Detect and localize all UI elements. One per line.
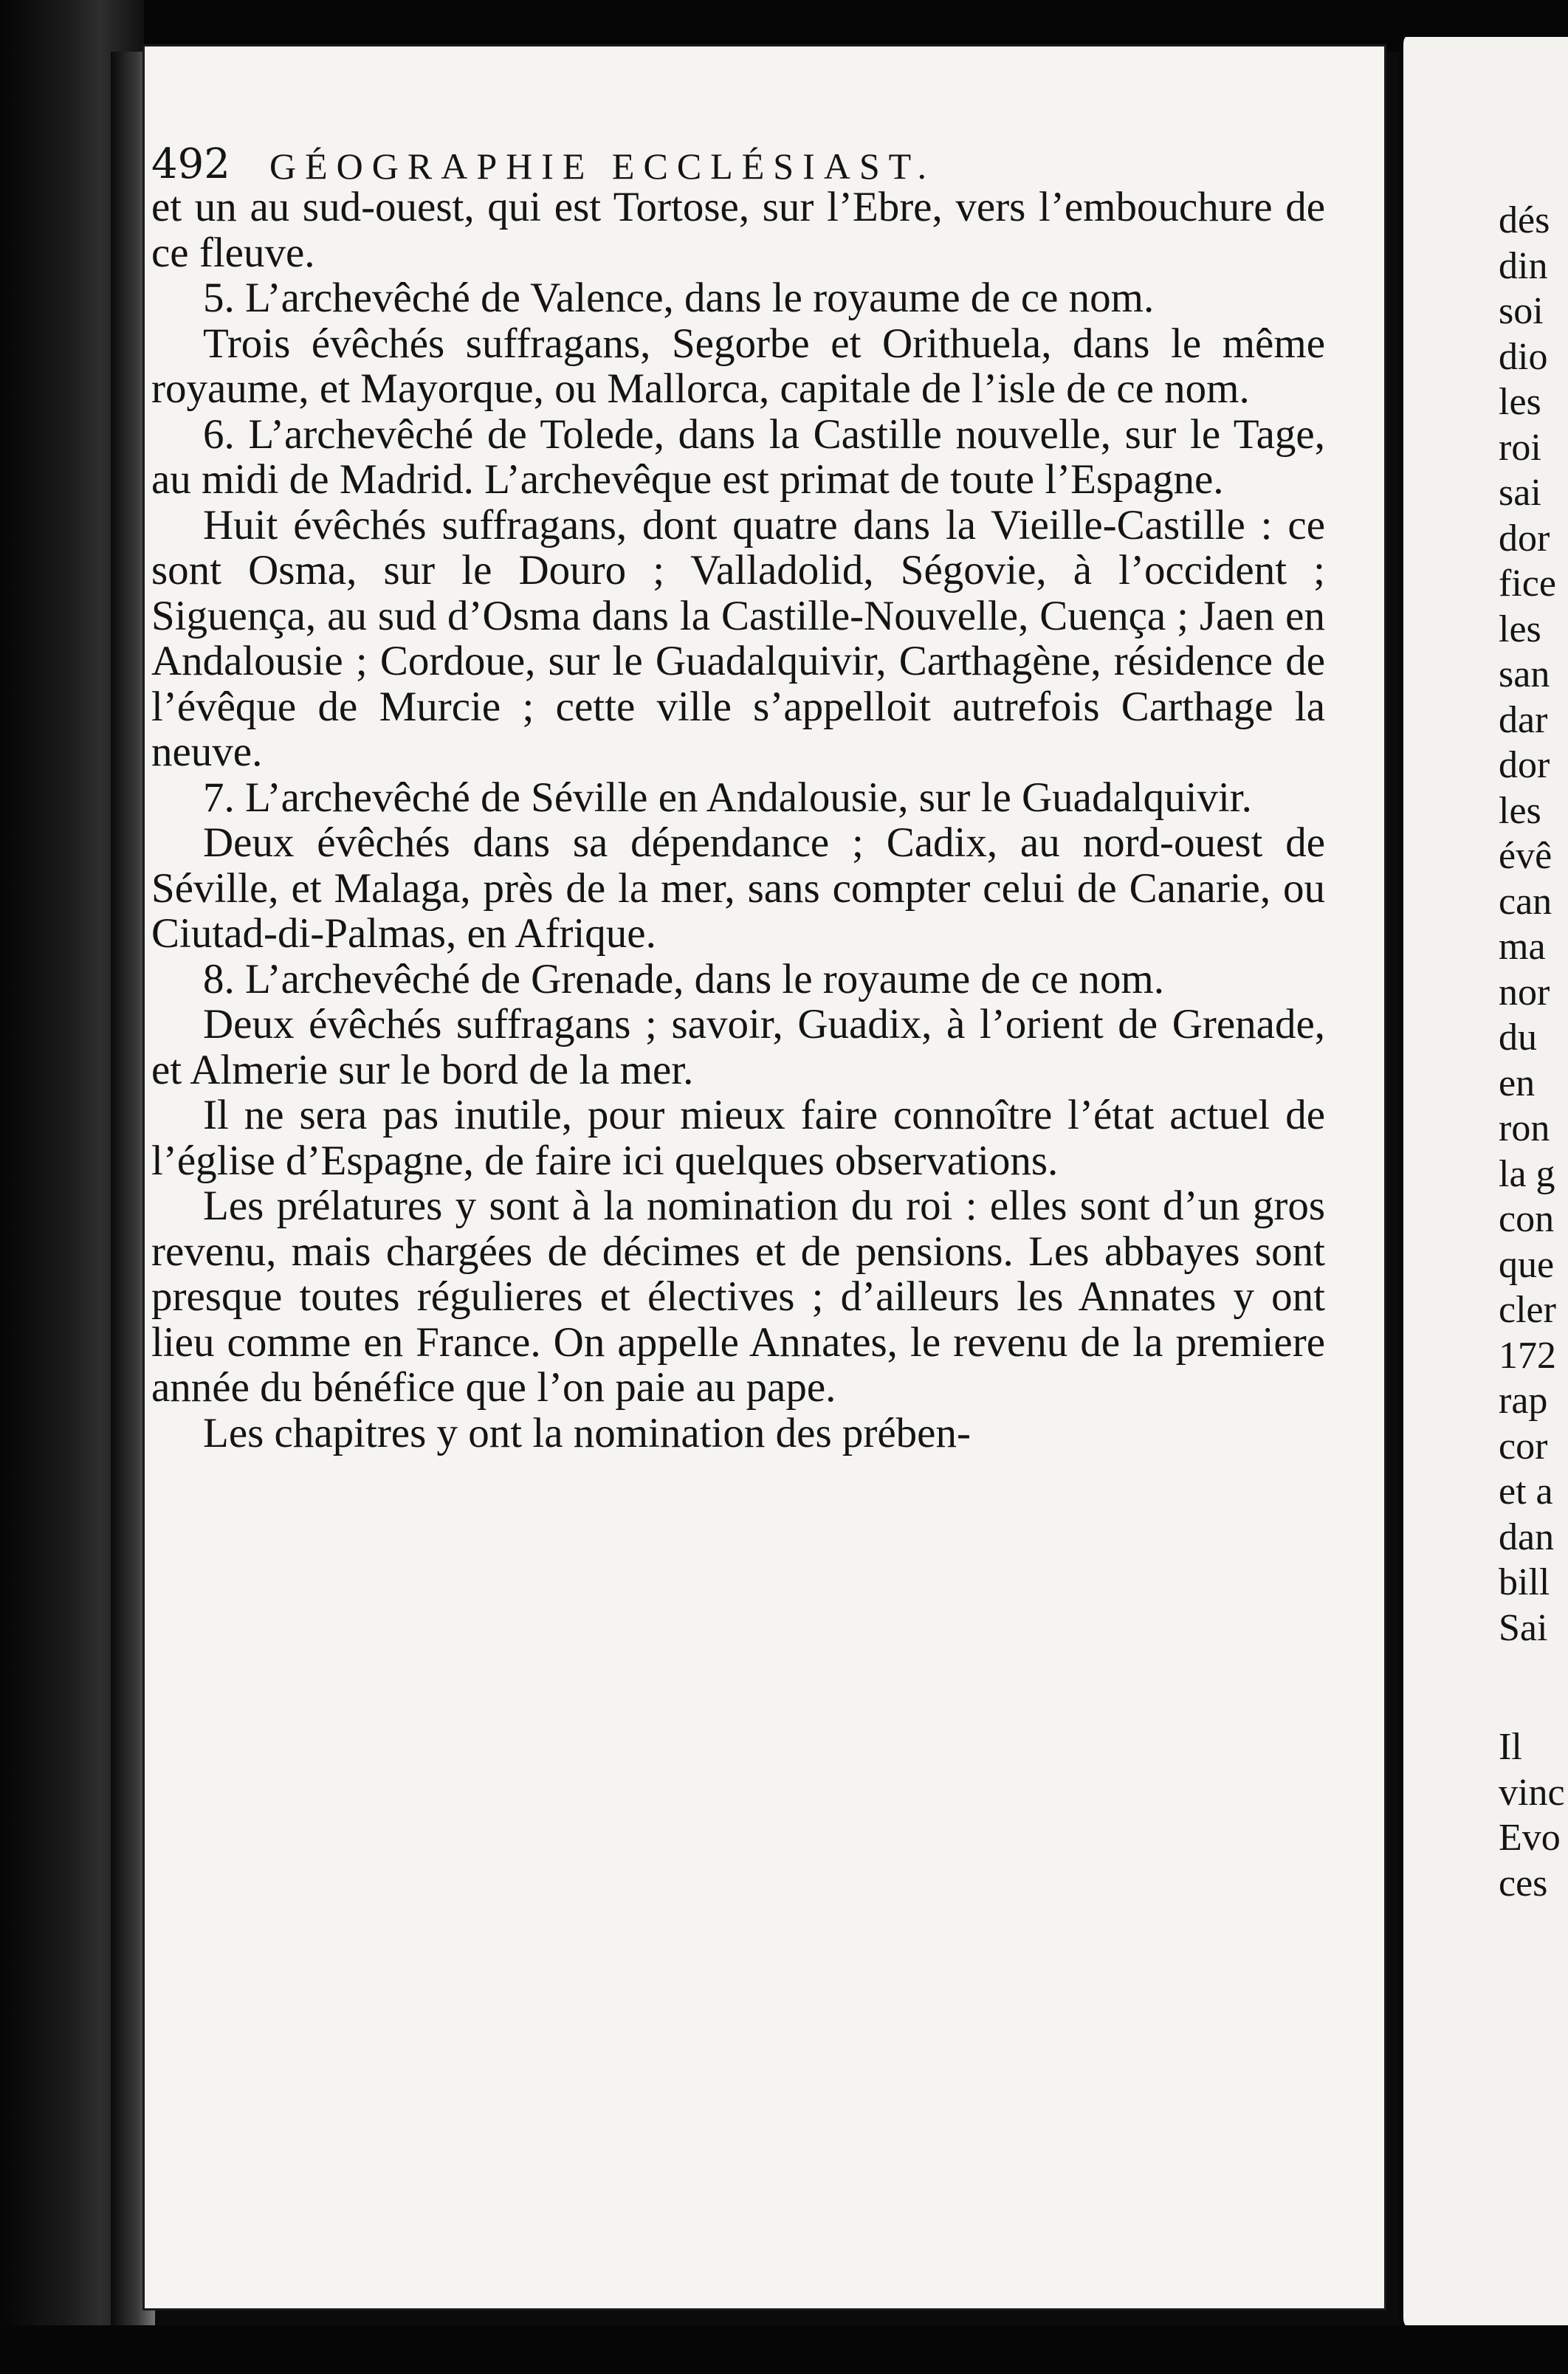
right-page-line-fragment: can bbox=[1499, 880, 1552, 923]
body-text bbox=[151, 185, 1325, 1456]
paragraph: et un au sud-ouest, qui est Tortose, sur l’Ebre, vers l’embouchure de ce fleuve. bbox=[151, 184, 1325, 276]
paragraph: Deux évêchés suffragans ; savoir, Guadix, à l’orient de Grenade, et Almerie sur le bord de la mer. bbox=[151, 1001, 1325, 1093]
right-page-line-fragment: les bbox=[1499, 789, 1541, 832]
paragraph: Il ne sera pas inutile, pour mieux faire connoître l’état actuel de l’église d’Espagne, de faire ici quelques observations. bbox=[151, 1092, 1325, 1184]
right-page-line-fragment: dar bbox=[1499, 698, 1548, 741]
right-page-line-fragment: dio bbox=[1499, 335, 1548, 378]
right-page-line-fragment: dor bbox=[1499, 517, 1550, 560]
right-page-line-fragment: bill bbox=[1499, 1561, 1550, 1603]
right-page-line-fragment: ces bbox=[1499, 1862, 1548, 1905]
page-content bbox=[151, 103, 1325, 1456]
right-page-line-fragment: roi bbox=[1499, 426, 1541, 469]
right-page-line-fragment: évê bbox=[1499, 835, 1552, 877]
paragraph: Les chapitres y ont la nomination des prében- bbox=[203, 1409, 971, 1456]
right-page-line-fragment: din bbox=[1499, 244, 1548, 287]
right-page-line-fragment: ron bbox=[1499, 1107, 1550, 1149]
paragraph: 5. L’archevêché de Valence, dans le royaume de ce nom. bbox=[203, 275, 1155, 321]
right-page-line-fragment: 172 bbox=[1499, 1334, 1556, 1377]
right-page-line-fragment: sai bbox=[1499, 472, 1541, 514]
running-head: GÉOGRAPHIE ECCLÉSIAST. bbox=[269, 145, 935, 187]
right-page-line-fragment: les bbox=[1499, 608, 1541, 650]
right-page-line-fragment: du bbox=[1499, 1016, 1537, 1059]
right-page-line-fragment: Evo bbox=[1499, 1817, 1561, 1859]
right-page-line-fragment: nor bbox=[1499, 971, 1550, 1014]
right-page-line-fragment: con bbox=[1499, 1198, 1555, 1240]
paragraph: Huit évêchés suffragans, dont quatre dans la Vieille-Castille : ce sont Osma, sur le Douro ; Valladolid, Ségovie, à l’occident ; Siguença, au sud d’Osma dans la Castille-Nouvelle, Cuença ; Jaen en Andalousie ; Cordoue, sur le Guadalquivir, Carthagène, résidence de l’évêque de Murcie ; cette ville s’appelloit autrefois Carthage la neuve. bbox=[151, 501, 1325, 775]
right-page-line-fragment: ma bbox=[1499, 926, 1546, 968]
right-page-line-fragment: rap bbox=[1499, 1380, 1548, 1422]
right-page-gap bbox=[1499, 1651, 1568, 1724]
right-page-line-fragment: et a bbox=[1499, 1470, 1553, 1513]
paragraph: Les prélatures y sont à la nomination du roi : elles sont d’un gros revenu, mais chargées de décimes et de pensions. Les abbayes sont presque toutes régulieres et électives ; d’ailleurs les Annates y ont lieu comme en France. On appelle Annates, le revenu de la premiere année du bénéfice que l’on paie au pape. bbox=[151, 1183, 1325, 1411]
right-page-line-fragment: dor bbox=[1499, 744, 1550, 786]
paragraph: Trois évêchés suffragans, Segorbe et Orithuela, dans le même royaume, et Mayorque, ou Mallorca, capitale de l’isle de ce nom. bbox=[151, 320, 1325, 412]
right-page-line-fragment: vinc bbox=[1499, 1771, 1565, 1814]
right-page-line-fragment: soi bbox=[1499, 290, 1544, 332]
paragraph: Deux évêchés dans sa dépendance ; Cadix, au nord-ouest de Séville, et Malaga, près de la mer, sans compter celui de Canarie, ou Ciutad-di-Palmas, en Afrique. bbox=[151, 819, 1325, 957]
right-page-line-fragment: que bbox=[1499, 1243, 1555, 1286]
scanner-border-bottom bbox=[0, 2325, 1568, 2374]
right-page-line-fragment: cler bbox=[1499, 1289, 1556, 1331]
right-page-line-fragment: en bbox=[1499, 1062, 1536, 1104]
page-number: 492 bbox=[151, 140, 230, 188]
paragraph: 8. L’archevêché de Grenade, dans le royaume de ce nom. bbox=[203, 955, 1164, 1002]
right-page-line-fragment: dan bbox=[1499, 1515, 1555, 1558]
page-header bbox=[151, 103, 1325, 188]
right-page-line-fragment: dés bbox=[1499, 199, 1550, 241]
right-page-line-fragment: cor bbox=[1499, 1425, 1548, 1468]
right-page-line-fragment: les bbox=[1499, 381, 1541, 423]
right-page-line-fragment: la g bbox=[1499, 1152, 1555, 1195]
right-page-text-fragments bbox=[1499, 198, 1568, 1906]
right-page-line-fragment: san bbox=[1499, 653, 1550, 695]
paragraph: 6. L’archevêché de Tolede, dans la Castille nouvelle, sur le Tage, au midi de Madrid. L’archevêque est primat de toute l’Espagne. bbox=[151, 410, 1325, 503]
paragraph: 7. L’archevêché de Séville en Andalousie, sur le Guadalquivir. bbox=[203, 774, 1252, 821]
right-page-line-fragment: fice bbox=[1499, 562, 1556, 605]
right-page-line-fragment: Sai bbox=[1499, 1606, 1548, 1649]
right-page-line-fragment: Il bbox=[1499, 1726, 1522, 1768]
